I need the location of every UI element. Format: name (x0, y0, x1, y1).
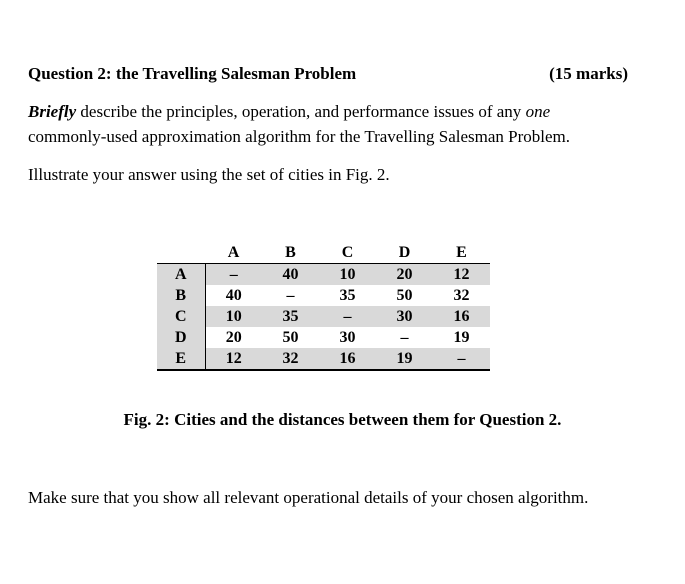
table-cell: 40 (262, 264, 319, 286)
table-cell: 40 (225, 286, 242, 304)
table-cell: 20 (225, 328, 242, 346)
emphasis-one: one (525, 102, 551, 121)
row-header: B (157, 285, 205, 306)
table-cell: 50 (282, 328, 299, 346)
table-cell: 12 (433, 264, 490, 286)
table-cell: – (433, 348, 490, 370)
table-cell: 16 (433, 306, 490, 327)
table-row (157, 348, 490, 370)
distance-table (157, 242, 490, 371)
col-header: B (262, 242, 319, 264)
table-cell: 35 (262, 306, 319, 327)
col-header: E (433, 242, 490, 264)
table-row (157, 327, 490, 348)
table-row (157, 285, 490, 306)
table-cell: 16 (319, 348, 376, 370)
row-header: C (157, 306, 205, 327)
table-cell: – (400, 328, 409, 346)
table-cell: 50 (396, 286, 413, 304)
table-cell: 12 (205, 348, 262, 370)
col-header: A (205, 242, 262, 264)
row-header: A (157, 264, 205, 286)
col-header: C (319, 242, 376, 264)
table-cell: 30 (339, 328, 356, 346)
table-cell: 19 (453, 328, 470, 346)
table-row (157, 264, 490, 286)
row-header: E (157, 348, 205, 370)
table-cell: 30 (376, 306, 433, 327)
col-header: D (376, 242, 433, 264)
instruction-text-b: commonly-used approximation algorithm for the Travelling Salesman Problem. (28, 127, 571, 146)
closing-paragraph: Make sure that you show all relevant operational details of your chosen algorithm. (28, 488, 589, 507)
illustrate-paragraph: Illustrate your answer using the set of cities in Fig. 2. (28, 165, 390, 184)
table-cell: – (205, 264, 262, 286)
table-cell: – (319, 306, 376, 327)
table-corner (157, 242, 205, 264)
table-cell: 10 (319, 264, 376, 286)
table-cell: 20 (376, 264, 433, 286)
table-cell: 35 (339, 286, 356, 304)
row-header: D (157, 327, 205, 348)
table-cell: 32 (453, 286, 470, 304)
figure-caption: Fig. 2: Cities and the distances between them for Question 2. (123, 410, 562, 429)
emphasis-briefly: Briefly (28, 102, 77, 121)
table-header-row (157, 242, 490, 264)
instruction-text-a: describe the principles, operation, and performance issues of any (76, 102, 526, 121)
table-cell: – (286, 286, 295, 304)
question-title: Question 2: the Travelling Salesman Problem (28, 64, 357, 83)
table-row (157, 306, 490, 327)
question-marks: (15 marks) (549, 64, 628, 83)
instruction-paragraph (28, 99, 630, 149)
table-cell: 32 (262, 348, 319, 370)
table-cell: 19 (376, 348, 433, 370)
question-header (28, 64, 628, 86)
table-cell: 10 (205, 306, 262, 327)
